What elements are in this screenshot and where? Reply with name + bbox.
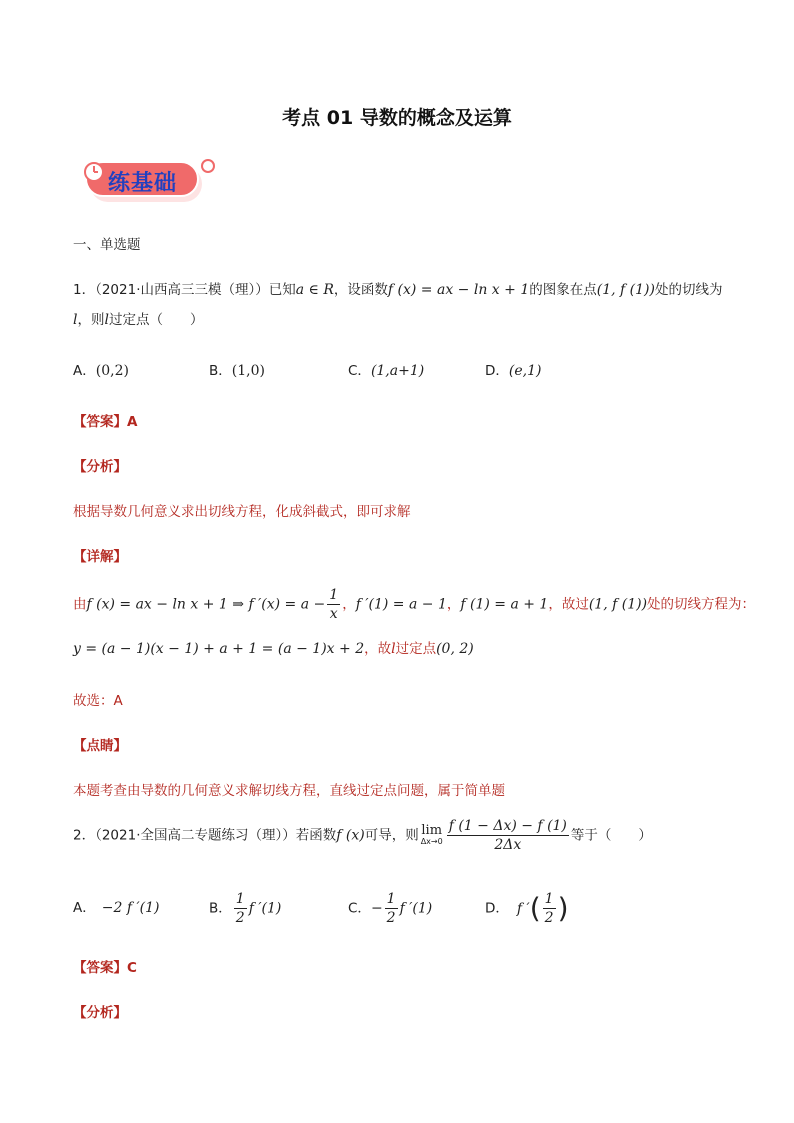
function-formula: f (x) = ax − ln x + 1 bbox=[387, 282, 530, 298]
analysis-tag: 【分析】 bbox=[73, 459, 127, 475]
function-value: f (1) = a + 1 bbox=[460, 596, 549, 613]
line-variable: l bbox=[73, 312, 78, 328]
question-text: 等于（ ） bbox=[570, 827, 652, 844]
question-number: 2． bbox=[73, 827, 96, 844]
fraction-half: $\frac{1}{2}$ bbox=[235, 891, 245, 926]
question-1-line-1 bbox=[73, 280, 722, 300]
badge-label: 练基础 bbox=[108, 171, 178, 196]
fraction-half: $\frac{1}{2}$ bbox=[386, 891, 396, 926]
answer-value: C bbox=[127, 960, 137, 976]
option-label: B． bbox=[209, 363, 232, 379]
detail-line-1 bbox=[73, 586, 755, 623]
line-variable: l bbox=[391, 641, 396, 657]
answer-row bbox=[73, 412, 137, 432]
detail-text: 过定点 bbox=[395, 641, 437, 657]
option-d bbox=[485, 890, 569, 926]
question-text: 处的切线为 bbox=[654, 282, 723, 298]
minus-sign: − bbox=[370, 900, 383, 917]
limit-operator: lim Δx→0 bbox=[420, 823, 443, 846]
option-b bbox=[209, 890, 281, 926]
answer-tag: 【答案】 bbox=[73, 960, 127, 976]
detail-text: 处的切线方程为： bbox=[647, 596, 756, 613]
detail-text: 由 bbox=[73, 596, 87, 613]
point-formula: (1, f (1)) bbox=[596, 282, 655, 298]
option-label: D． bbox=[485, 900, 509, 917]
section-heading: 一、单选题 bbox=[73, 237, 141, 253]
option-d bbox=[485, 361, 541, 381]
difference-quotient: $\frac{f (1 - \Delta x) - f (1)}{2\Delta x}$ bbox=[448, 818, 567, 853]
option-a bbox=[73, 361, 129, 381]
option-c bbox=[348, 890, 432, 926]
option-label: A． bbox=[73, 900, 96, 916]
line-variable: l bbox=[104, 312, 109, 328]
comment-text: 本题考查由导数的几何意义求解切线方程，直线过定点问题，属于简单题 bbox=[73, 783, 505, 799]
question-text: 的图象在点 bbox=[529, 282, 597, 298]
option-label: A． bbox=[73, 363, 96, 379]
answer-tag: 【答案】 bbox=[73, 414, 127, 430]
page-title: 考点 01 导数的概念及运算 bbox=[282, 107, 512, 129]
option-label: D． bbox=[485, 363, 509, 379]
condition: a ∈ R bbox=[295, 282, 334, 298]
fraction-half: $\frac{1}{2}$ bbox=[544, 891, 554, 926]
question-source: （2021·全国高二专题练习（理））若函数 bbox=[95, 827, 337, 844]
option-value: (e,1) bbox=[508, 363, 542, 379]
question-text: 过定点（ ） bbox=[108, 312, 204, 328]
right-paren: ) bbox=[557, 891, 569, 925]
option-value: f ′(1) bbox=[248, 900, 282, 917]
detail-tag: 【详解】 bbox=[73, 549, 127, 565]
analysis-text: 根据导数几何意义求出切线方程，化成斜截式，即可求解 bbox=[73, 504, 411, 520]
option-a bbox=[73, 890, 159, 926]
option-value: f ′(1) bbox=[399, 900, 433, 917]
option-label: C． bbox=[348, 363, 371, 379]
option-label: B． bbox=[209, 900, 232, 917]
option-value: (1,0) bbox=[231, 363, 265, 379]
option-c bbox=[348, 361, 424, 381]
detail-text: ， bbox=[342, 596, 356, 613]
option-value: f ′ bbox=[516, 900, 530, 917]
option-value: (1,a+1) bbox=[370, 363, 425, 379]
point-formula: (1, f (1)) bbox=[588, 596, 648, 613]
option-b bbox=[209, 361, 265, 381]
question-source: （2021·山西高三三模（理））已知 bbox=[95, 282, 296, 298]
left-paren: ( bbox=[529, 891, 541, 925]
detail-text: ，故 bbox=[364, 641, 392, 657]
fraction-one-over-x: $\frac{1}{x}$ bbox=[329, 587, 339, 622]
comment-tag: 【点睛】 bbox=[73, 738, 127, 754]
detail-line-2 bbox=[73, 639, 474, 659]
detail-text: ，故过 bbox=[548, 596, 589, 613]
question-text: 可导，则 bbox=[364, 827, 419, 844]
question-number: 1． bbox=[73, 282, 96, 298]
question-2-line-1 bbox=[73, 817, 652, 854]
question-text: ，则 bbox=[77, 312, 105, 328]
option-value: −2 f ′(1) bbox=[101, 900, 160, 916]
analysis-tag: 【分析】 bbox=[73, 1005, 127, 1021]
answer-value: A bbox=[127, 414, 138, 430]
derivative-formula: f (x) = ax − ln x + 1 ⇒ f ′(x) = a − bbox=[86, 596, 326, 613]
function-formula: f (x) bbox=[336, 827, 365, 844]
question-1-line-2 bbox=[73, 310, 203, 330]
question-text: ，设函数 bbox=[333, 282, 388, 298]
derivative-value: f ′(1) = a − 1 bbox=[355, 596, 447, 613]
tangent-line-formula: y = (a − 1)(x − 1) + a + 1 = (a − 1)x + 2 bbox=[73, 641, 365, 657]
detail-text: ， bbox=[446, 596, 461, 613]
section-badge bbox=[80, 150, 230, 210]
option-value: (0,2) bbox=[95, 363, 129, 379]
option-label: C． bbox=[348, 900, 371, 917]
choice-text: 故选：A bbox=[73, 693, 123, 709]
answer-row bbox=[73, 958, 137, 978]
fixed-point: (0, 2) bbox=[436, 641, 474, 657]
